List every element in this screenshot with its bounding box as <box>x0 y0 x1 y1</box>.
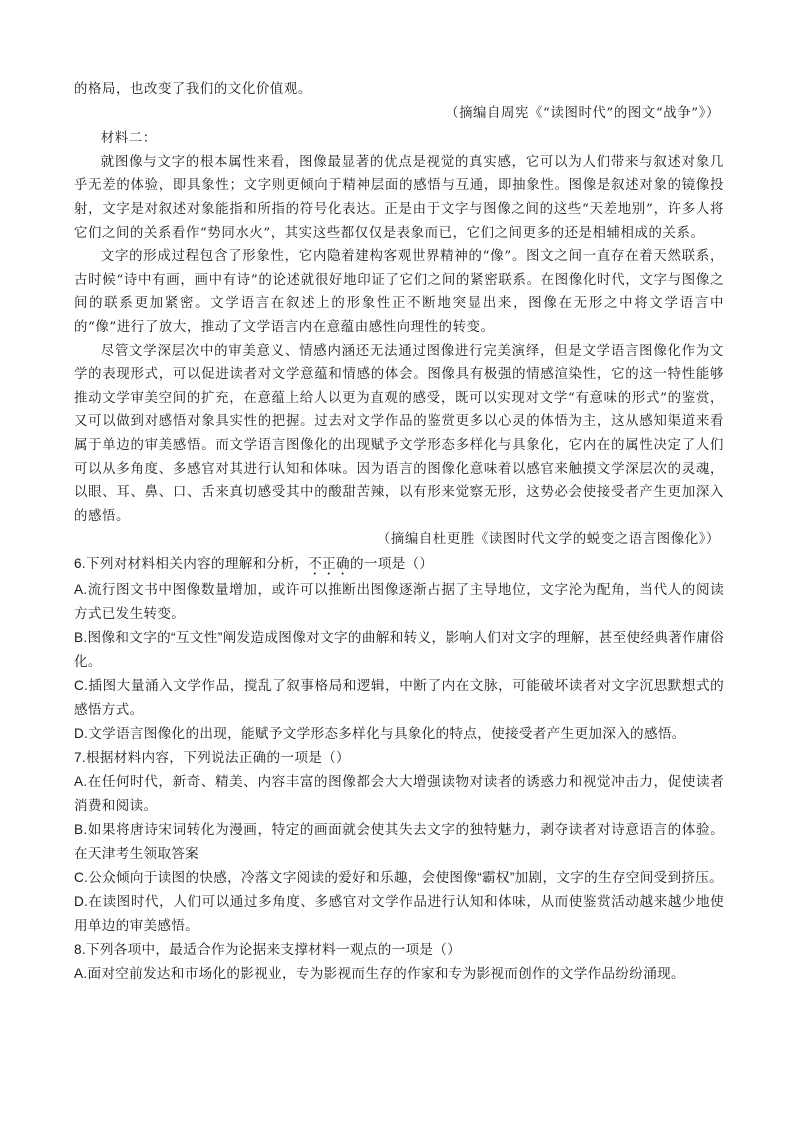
question-7 <box>74 746 724 938</box>
exam-page <box>74 78 724 986</box>
question-6-emphasis: 不正确 <box>308 555 350 571</box>
question-6-option-c: C.插图大量涌入文学作品，搅乱了叙事格局和逻辑，中断了内在文脉，可能破坏读者对文字沉思默想式的感悟方式。 <box>74 677 724 717</box>
question-7-stem: 7.根据材料内容，下列说法正确的一项是（） <box>74 749 350 765</box>
question-6-stem <box>74 552 724 578</box>
question-7-option-c: C.公众倾向于读图的快感，冷落文字阅读的爱好和乐趣，会使图像“霸权”加剧，文字的生存空间受到挤压。 <box>74 869 724 885</box>
question-6-option-b: B.图像和文字的“互文性”阐发造成图像对文字的曲解和转义，影响人们对文字的理解，甚至使经典著作庸俗化。 <box>74 629 724 669</box>
material2-label: 材料二： <box>100 131 157 147</box>
question-6-stem-start: 6.下列对材料相关内容的理解和分析， <box>74 555 309 571</box>
question-6 <box>74 552 724 746</box>
material2-paragraph-1: 就图像与文字的根本属性来看，图像最显著的优点是视觉的真实感，它可以为人们带来与叙述对象几乎无差的体验，即具象性；文字则更倾向于精神层面的感悟与互通，即抽象性。图像是叙述对象的镜像投射，文字是对叙述对象能指和所指的符号化表达。正是由于文字与图像之间的这些“天差地别”，许多人将它们之间的关系看作“势同水火”，其实这些都仅仅是表象而已，它们之间更多的还是相辅相成的关系。 <box>74 154 724 241</box>
material1-tail: 的格局，也改变了我们的文化价值观。 <box>74 82 312 97</box>
question-7-option-a: A.在任何时代，新奇、精美、内容丰富的图像都会大大增强读物对读者的诱惑力和视觉冲击力，促使读者消费和阅读。 <box>74 773 724 813</box>
question-6-option-d: D.文学语言图像化的出现，能赋予文学形态多样化与具象化的特点，使接受者产生更加深入的感悟。 <box>74 725 686 741</box>
question-7-option-d: D.在读图时代，人们可以通过多角度、多感官对文学作品进行认知和体味，从而使鉴赏活动越来越少地使用单边的审美感悟。 <box>74 893 724 933</box>
material1-source: （摘编自周宪《“读图时代”的图文“战争”》） <box>445 105 720 121</box>
question-8 <box>74 938 724 986</box>
question-8-stem: 8.下列各项中，最适合作为论据来支撑材料一观点的一项是（） <box>74 941 462 957</box>
question-6-stem-end: 的一项是（） <box>349 555 434 571</box>
material2-paragraph-3: 尽管文学深层次中的审美意义、情感内涵还无法通过图像进行完美演绎，但是文学语言图像化作为文学的表现形式，可以促进读者对文学意蕴和情感的体会。图像具有极强的情感渲染性，它的这一特性能够推动文学审美空间的扩充，在意蕴上给人以更为直观的感受，既可以实现对文学“有意味的形式”的鉴赏，又可以做到对感悟对象具实性的把握。过去对文学作品的鉴赏更多以心灵的体悟为主，这从感知渠道来看属于单边的审美感悟。而文学语言图像化的出现赋予文学形态多样化与具象化，它内在的属性决定了人们可以从多角度、多感官对其进行认知和体味。因为语言的图像化意味着以感官来触摸文学深层次的灵魂，以眼、耳、鼻、口、舌来真切感受其中的酸甜苦辣，以有形来觉察无形，这势必会使接受者产生更加深入的感悟。 <box>74 343 724 524</box>
material2-paragraph-2: 文字的形成过程包含了形象性，它内隐着建构客观世界精神的“像”。图文之间一直存在着天然联系，古时候“诗中有画，画中有诗”的论述就很好地印证了它们之间的紧密联系。在图像化时代，文字与图像之间的联系更加紧密。文学语言在叙述上的形象性正不断地突显出来，图像在无形之中将文学语言中的“像”进行了放大，推动了文学语言内在意蕴由感性向理性的转变。 <box>74 249 724 335</box>
question-6-option-a: A.流行图文书中图像数量增加，或许可以推断出图像逐渐占据了主导地位，文字沦为配角，当代人的阅读方式已发生转变。 <box>74 581 724 621</box>
question-7-option-b: B.如果将唐诗宋词转化为漫画，特定的画面就会使其失去文字的独特魅力，剥夺读者对诗意语言的体验。在天津考生领取答案 <box>74 821 724 861</box>
material2-source: （摘编自杜更胜《读图时代文学的蜕变之语言图像化》） <box>376 532 720 548</box>
question-8-option-a: A.面对空前发达和市场化的影视业，专为影视而生存的作家和专为影视而创作的文学作品纷纷涌现。 <box>74 965 685 981</box>
